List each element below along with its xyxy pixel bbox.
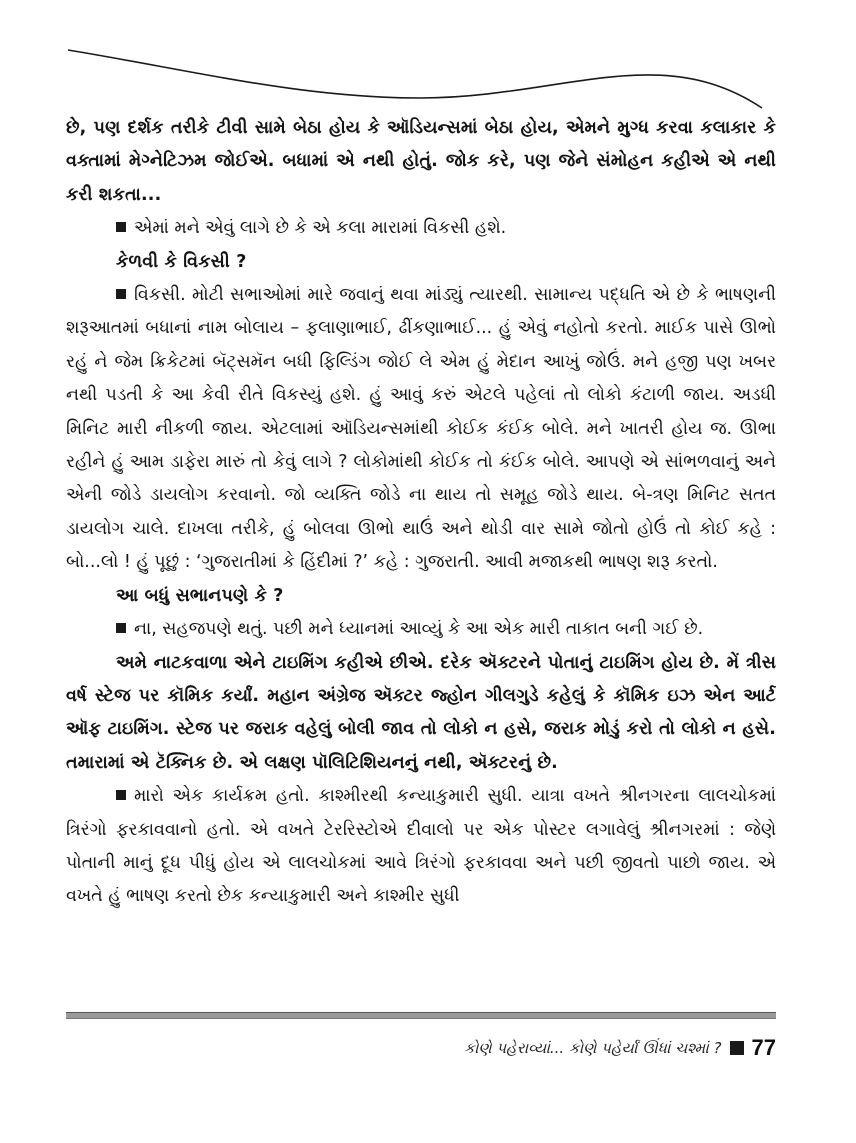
paragraph-text: આ બધું સભાનપણે કે ? [116,585,284,606]
paragraph-answer [66,780,776,914]
paragraph-question [66,647,776,781]
paragraph-question [66,246,776,279]
paragraph-answer [66,279,776,580]
paragraph-text: મારો એક કાર્યક્રમ હતો. કાશ્મીરથી કન્યાકુમારી સુધી. યાત્રા વખતે શ્રીનગરના લાલચોકમાં ત્રિરંગો ફરકાવવાનો હતો. એ વખતે ટેરરિસ્ટોએ દીવાલો પર એક પોસ્ટર લગાવેલું શ્રીનગરમાં : જેણે પોતાની માનું દૂધ પીધું હોય એ લાલચોકમાં આવે ત્રિરંગો ફરકાવવા અને પછી જીવતો પાછો જાય. એ વખતે હું ભાષણ કરતો છેક કન્યાકુમારી અને કાશ્મીર સુધી [66,786,776,907]
paragraph-answer [66,212,776,245]
running-footer-title: કોણે પહેરાવ્યાં... કોણે પહેર્યાં ઊંધાં ચશ્માં ? [464,1039,722,1057]
paragraph-text: ના, સહજપણે થતું. પછી મને ધ્યાનમાં આવ્યું કે આ એક મારી તાકાત બની ગઈ છે. [134,619,704,640]
footer-square-icon [730,1041,744,1055]
paragraph-answer [66,613,776,646]
page-number: 77 [751,1035,776,1060]
paragraph-text: વિકસી. મોટી સભાઓમાં મારે જવાનું થવા માંડ્યું ત્યારથી. સામાન્ય પદ્ધતિ એ છે કે ભાષણની શરૂઆતમાં બધાનાં નામ બોલાય – ફલાણાભાઈ, ઢીંકણાભાઈ... હું એવું નહોતો કરતો. માઈક પાસે ઊભો રહું ને જેમ ક્રિકેટમાં બૅટ્સમૅન બધી ફિલ્ડિંગ જોઈ લે એમ હું મેદાન આખું જોઉં. મને હજી પણ ખબર નથી પડતી કે આ કેવી રીતે વિકસ્યું હશે. હું આવું કરું એટલે પહેલાં તો લોકો કંટાળી જાય. અડધી મિનિટ મારી નીકળી જાય. એટલામાં ઑડિયન્સમાંથી કોઈક કંઈક બોલે. મને ખાતરી હોય જ. ઊભા રહીને હું આમ ડાફેરા મારું તો કેવું લાગે ? લોકોમાંથી કોઈક તો કંઈક બોલે. આપણે એ સાંભળવાનું અને એની જોડે ડાયલોગ કરવાનો. જો વ્યક્તિ જોડે ના થાય તો સમૂહ જોડે થાય. બે-ત્રણ મિનિટ સતત ડાયલોગ ચાલે. દાખલા તરીકે, હું બોલવા ઊભો થાઉં અને થોડી વાર સામે જોતો હોઉં તો કોઈ કહે : બો...લો ! હું પૂછું : ‘ગુજરાતીમાં કે હિંદીમાં ?’ કહે : ગુજરાતી. આવી મજાકથી ભાષણ શરૂ કરતો. [66,285,776,573]
page-footer [464,1030,776,1066]
page-body [66,112,776,914]
paragraph-question-continuation [66,112,776,212]
answer-marker-icon [116,222,126,232]
answer-marker-icon [116,623,126,633]
paragraph-text: છે, પણ દર્શક તરીકે ટીવી સામે બેઠા હોય કે ઑડિયન્સમાં બેઠા હોય, એમને મુગ્ધ કરવા કલાકાર કે વક્તામાં મેગ્નેટિઝમ જોઈએ. બધામાં એ નથી હોતું. જોક કરે, પણ જેને સંમોહન કહીએ એ નથી કરી શકતા... [66,118,776,205]
paragraph-question [66,580,776,613]
paragraph-text: કેળવી કે વિકસી ? [116,251,247,272]
paragraph-text: એમાં મને એવું લાગે છે કે એ કલા મારામાં વિકસી હશે. [134,218,507,239]
paragraph-text: અમે નાટકવાળા એને ટાઇમિંગ કહીએ છીએ. દરેક ઍક્ટરને પોતાનું ટાઇમિંગ હોય છે. મેં ત્રીસ વર્ષ સ્ટેજ પર કૉમિક કર્યાં. મહાન અંગ્રેજ ઍક્ટર જ્હોન ગીલગુડે કહેલું કે કૉમિક ઇઝ એન આર્ટ ઑફ ટાઇમિંગ. સ્ટેજ પર જરાક વહેલું બોલી જાવ તો લોકો ન હસે, જરાક મોડું કરો તો લોકો ન હસે. તમારામાં એ ટૅક્નિક છે. એ લક્ષણ પૉલિટિશિયનનું નથી, ઍક્ટરનું છે. [66,652,776,773]
footer-divider [66,1012,776,1019]
answer-marker-icon [116,289,126,299]
decorative-header-curve [0,0,856,130]
answer-marker-icon [116,790,126,800]
